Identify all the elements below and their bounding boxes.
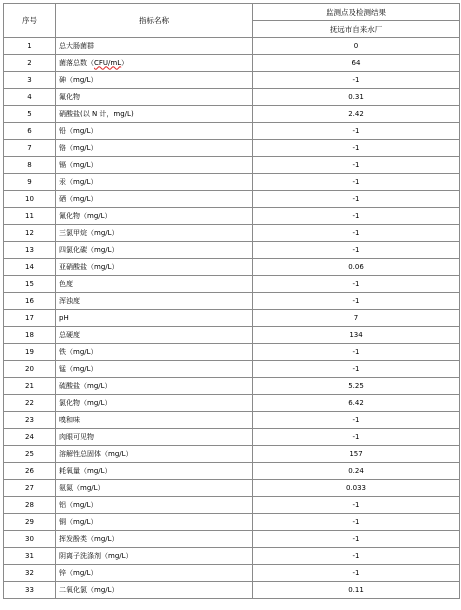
header-site-name: 抚远市自来水厂 (253, 21, 460, 38)
row-number: 6 (4, 123, 56, 140)
row-number: 23 (4, 412, 56, 429)
row-result-value: 64 (253, 55, 460, 72)
row-indicator-name: 氨氮（mg/L） (56, 480, 253, 497)
row-indicator-name: 铬（mg/L） (56, 140, 253, 157)
row-number: 12 (4, 225, 56, 242)
row-result-value: -1 (253, 242, 460, 259)
row-number: 17 (4, 310, 56, 327)
row-number: 4 (4, 89, 56, 106)
row-number: 32 (4, 565, 56, 582)
row-indicator-name: 阴离子洗涤剂（mg/L） (56, 548, 253, 565)
table-row (4, 327, 460, 344)
table-row (4, 242, 460, 259)
row-number: 19 (4, 344, 56, 361)
table-row (4, 429, 460, 446)
row-number: 3 (4, 72, 56, 89)
row-result-value: -1 (253, 514, 460, 531)
row-number: 33 (4, 582, 56, 599)
row-indicator-name: 二氧化氯（mg/L） (56, 582, 253, 599)
water-quality-table (3, 3, 460, 599)
table-row (4, 55, 460, 72)
table-row (4, 276, 460, 293)
table-row (4, 225, 460, 242)
row-number: 8 (4, 157, 56, 174)
row-result-value: -1 (253, 548, 460, 565)
table-row (4, 208, 460, 225)
table-row (4, 72, 460, 89)
row-number: 16 (4, 293, 56, 310)
table-row (4, 361, 460, 378)
row-result-value: -1 (253, 225, 460, 242)
row-result-value: -1 (253, 293, 460, 310)
row-number: 14 (4, 259, 56, 276)
row-result-value: 0.24 (253, 463, 460, 480)
row-indicator-name: 氯化物（mg/L） (56, 395, 253, 412)
row-indicator-name: 菌落总数（CFU/mL） (56, 55, 253, 72)
row-indicator-name: 硒（mg/L） (56, 191, 253, 208)
row-result-value: 2.42 (253, 106, 460, 123)
row-number: 11 (4, 208, 56, 225)
row-indicator-name: 挥发酚类（mg/L） (56, 531, 253, 548)
row-indicator-name: 铅（mg/L） (56, 123, 253, 140)
row-number: 9 (4, 174, 56, 191)
row-number: 26 (4, 463, 56, 480)
table-row (4, 191, 460, 208)
row-indicator-name: 耗氧量（mg/L） (56, 463, 253, 480)
row-result-value: -1 (253, 565, 460, 582)
row-number: 13 (4, 242, 56, 259)
row-indicator-name: 浑浊度 (56, 293, 253, 310)
row-result-value: 6.42 (253, 395, 460, 412)
row-result-value: 0.31 (253, 89, 460, 106)
row-number: 5 (4, 106, 56, 123)
table-row (4, 293, 460, 310)
row-indicator-name: 四氯化碳（mg/L） (56, 242, 253, 259)
header-indicator-name: 指标名称 (56, 4, 253, 38)
header-monitoring-result: 监测点及检测结果 (253, 4, 460, 21)
row-result-value: 0.033 (253, 480, 460, 497)
table-row (4, 123, 460, 140)
row-indicator-name: 总硬度 (56, 327, 253, 344)
row-number: 27 (4, 480, 56, 497)
row-result-value: -1 (253, 208, 460, 225)
table-row (4, 106, 460, 123)
row-indicator-name: 亚硝酸盐（mg/L） (56, 259, 253, 276)
table-row (4, 310, 460, 327)
row-indicator-name: 汞（mg/L） (56, 174, 253, 191)
row-result-value: -1 (253, 157, 460, 174)
row-result-value: -1 (253, 140, 460, 157)
row-indicator-name: 硫酸盐（mg/L） (56, 378, 253, 395)
table-body (4, 38, 460, 599)
row-indicator-name: 铝（mg/L） (56, 497, 253, 514)
row-indicator-name: 氰化物（mg/L） (56, 208, 253, 225)
row-number: 10 (4, 191, 56, 208)
row-result-value: 134 (253, 327, 460, 344)
row-indicator-name: 锰（mg/L） (56, 361, 253, 378)
row-result-value: 5.25 (253, 378, 460, 395)
row-number: 30 (4, 531, 56, 548)
row-result-value: -1 (253, 72, 460, 89)
table-row (4, 259, 460, 276)
row-indicator-name: 氟化物 (56, 89, 253, 106)
row-result-value: -1 (253, 361, 460, 378)
table-row (4, 89, 460, 106)
row-number: 25 (4, 446, 56, 463)
row-number: 31 (4, 548, 56, 565)
row-number: 18 (4, 327, 56, 344)
row-indicator-name: 铁（mg/L） (56, 344, 253, 361)
table-row (4, 395, 460, 412)
row-result-value: 7 (253, 310, 460, 327)
row-number: 24 (4, 429, 56, 446)
row-indicator-name: 肉眼可见物 (56, 429, 253, 446)
row-number: 28 (4, 497, 56, 514)
row-number: 2 (4, 55, 56, 72)
row-result-value: -1 (253, 276, 460, 293)
row-indicator-name: 镉（mg/L） (56, 157, 253, 174)
row-number: 22 (4, 395, 56, 412)
table-row (4, 38, 460, 55)
row-result-value: -1 (253, 191, 460, 208)
row-indicator-name: 色度 (56, 276, 253, 293)
table-row (4, 548, 460, 565)
row-indicator-name: 锌（mg/L） (56, 565, 253, 582)
table-row (4, 412, 460, 429)
row-indicator-name: 溶解性总固体（mg/L） (56, 446, 253, 463)
table-row (4, 140, 460, 157)
row-result-value: 0.06 (253, 259, 460, 276)
row-number: 1 (4, 38, 56, 55)
row-result-value: -1 (253, 531, 460, 548)
row-indicator-name: 砷（mg/L） (56, 72, 253, 89)
table-row (4, 174, 460, 191)
table-row (4, 582, 460, 599)
row-result-value: -1 (253, 412, 460, 429)
row-indicator-name: 铜（mg/L） (56, 514, 253, 531)
table-row (4, 514, 460, 531)
row-result-value: -1 (253, 123, 460, 140)
row-number: 7 (4, 140, 56, 157)
table-row (4, 463, 460, 480)
table-row (4, 531, 460, 548)
row-indicator-name: pH (56, 310, 253, 327)
row-result-value: 157 (253, 446, 460, 463)
table-row (4, 446, 460, 463)
row-result-value: -1 (253, 174, 460, 191)
row-number: 15 (4, 276, 56, 293)
row-result-value: -1 (253, 344, 460, 361)
row-indicator-name: 嗅和味 (56, 412, 253, 429)
row-result-value: 0.11 (253, 582, 460, 599)
row-result-value: -1 (253, 429, 460, 446)
row-indicator-name: 三氯甲烷（mg/L） (56, 225, 253, 242)
row-indicator-name: 硝酸盐(以 N 计，mg/L) (56, 106, 253, 123)
table-row (4, 565, 460, 582)
table-row (4, 378, 460, 395)
table-row (4, 497, 460, 514)
table-row (4, 157, 460, 174)
spellcheck-underline: CFU/mL (94, 58, 122, 67)
row-indicator-name: 总大肠菌群 (56, 38, 253, 55)
table-row (4, 480, 460, 497)
row-result-value: 0 (253, 38, 460, 55)
row-result-value: -1 (253, 497, 460, 514)
row-number: 20 (4, 361, 56, 378)
header-serial-number: 序号 (4, 4, 56, 38)
table-row (4, 344, 460, 361)
row-number: 21 (4, 378, 56, 395)
row-number: 29 (4, 514, 56, 531)
